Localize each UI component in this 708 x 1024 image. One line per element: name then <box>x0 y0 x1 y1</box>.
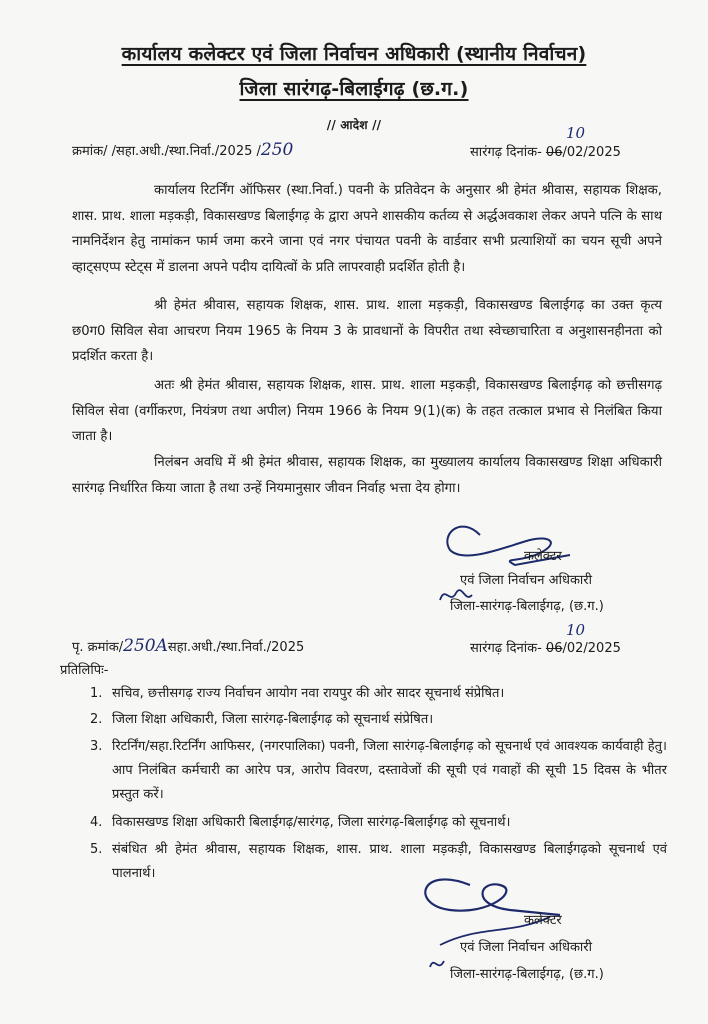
order-date-prefix: सारंगढ़ दिनांक- <box>470 145 542 160</box>
copy-list <box>72 682 672 882</box>
signatory-designation-2: एवं जिला निर्वाचन अधिकारी <box>460 940 592 955</box>
order-number <box>72 140 293 160</box>
endorsement-date-handwritten: 10 <box>566 621 586 639</box>
endorsement-date-prefix: सारंगढ़ दिनांक- <box>470 641 542 656</box>
paragraph-1: कार्यालय रिटर्निंग ऑफिसर (स्था.निर्वा.) पवनी के प्रतिवेदन के अनुसार श्री हेमंत श्रीवास, सहायक शिक्षक, शास. प्राथ. शाला मड़कड़ी, विकासखण्ड बिलाईगढ़ के द्वारा अपने शासकीय कर्तव्य से अर्द्धअवकाश लेकर अपने पत्नि के साथ नामनिर्देशन हेतु नामांकन फार्म जमा करने जाना एवं नगर पंचायत पवनी के वार्डवार सभी प्रत्याशियों का चयन सूची अपने व्हाट्सएप्प स्टेट्स में डालना अपने पदीय दायित्वों के प्रति लापरवाही प्रदर्शित होती है। <box>72 183 662 275</box>
order-number-handwritten: 250 <box>260 140 294 160</box>
list-item-text: रिटर्निंग/सहा.रिटर्निंग आफिसर, (नगरपालिका) पवनी, जिला सारंगढ़-बिलाईगढ़ को सूचनार्थ एवं आवश्यक कार्यवाही हेतु। आप निलंबित कर्मचारी का आरेप पत्र, आरोप विवरण, दस्तावेजों की सूची एवं गवाहों की सूची 15 दिवस के भीतर प्रस्तुत करें। <box>112 739 667 802</box>
endorsement-number-suffix: सहा.अधी./स्था.निर्वा./2025 <box>167 640 305 655</box>
paragraph-2: श्री हेमंत श्रीवास, सहायक शिक्षक, शास. प्राथ. शाला मड़कड़ी, विकासखण्ड बिलाईगढ़ का उक्त कृत्य छ0ग0 सिविल सेवा आचरण नियम 1965 के नियम 3 के प्रावधानों के विपरीत तथा स्वेच्छाचारिता व अनुशासनहीनता को प्रदर्शित करता है। <box>72 298 662 364</box>
copy-heading: प्रतिलिपिः- <box>60 663 109 678</box>
list-item-number: 4. <box>90 815 103 830</box>
signatory-title-1: कलेक्टर <box>524 549 562 564</box>
signatory-district-2: जिला-सारंगढ़-बिलाईगढ़, (छ.ग.) <box>450 967 604 982</box>
office-heading <box>0 40 708 66</box>
endorsement-number <box>72 636 304 656</box>
paragraph-3: अतः श्री हेमंत श्रीवास, सहायक शिक्षक, शास. प्राथ. शाला मड़कड़ी, विकासखण्ड बिलाईगढ़ को छत्तीसगढ़ सिविल सेवा (वर्गीकरण, नियंत्रण तथा अपील) नियम 1966 के नियम 9(1)(क) के तहत तत्काल प्रभाव से निलंबित किया जाता है। <box>72 378 662 444</box>
list-item-number: 1. <box>90 686 103 701</box>
list-item-number: 5. <box>90 842 103 857</box>
signatory-district-1: जिला-सारंगढ़-बिलाईगढ़, (छ.ग.) <box>450 599 604 614</box>
order-title <box>0 114 708 133</box>
endorsement-date-struck: 06 <box>545 641 563 656</box>
endorsement-number-handwritten: 250A <box>123 636 168 656</box>
endorsement-date-suffix: /02/2025 <box>562 641 621 656</box>
list-item-number: 3. <box>90 739 103 754</box>
endorsement-date <box>470 638 621 656</box>
order-date <box>470 142 621 160</box>
list-item-text: जिला शिक्षा अधिकारी, जिला सारंगढ़-बिलाईगढ़ को सूचनार्थ संप्रेषित। <box>112 712 434 727</box>
signatory-designation-1: एवं जिला निर्वाचन अधिकारी <box>460 573 592 588</box>
order-title-text: // आदेश // <box>326 118 382 132</box>
order-body-4 <box>72 450 662 501</box>
order-body <box>72 178 662 280</box>
district-heading-text: जिला सारंगढ़-बिलाईगढ़ (छ.ग.) <box>239 78 469 100</box>
list-item-number: 2. <box>90 712 103 727</box>
order-body-2 <box>72 293 662 370</box>
district-heading <box>0 75 708 101</box>
office-heading-text: कार्यालय कलेक्टर एवं जिला निर्वाचन अधिकारी (स्थानीय निर्वाचन) <box>121 43 587 65</box>
list-item-text: विकासखण्ड शिक्षा अधिकारी बिलाईगढ़/सारंगढ़, जिला सारंगढ़-बिलाईगढ़ को सूचनार्थ। <box>112 815 511 830</box>
list-item-text: संबंधित श्री हेमंत श्रीवास, सहायक शिक्षक, शास. प्राथ. शाला मड़कड़ी, विकासखण्ड बिलाईगढ़को सूचनार्थ एवं पालनार्थ। <box>112 842 667 881</box>
order-number-prefix: क्रमांक/ /सहा.अधी./स्था.निर्वा./2025 / <box>72 144 261 159</box>
order-date-suffix: /02/2025 <box>562 145 621 160</box>
order-body-3 <box>72 373 662 450</box>
list-item-text: सचिव, छत्तीसगढ़ राज्य निर्वाचन आयोग नवा रायपुर की ओर सादर सूचनार्थ संप्रेषित। <box>112 686 505 701</box>
paragraph-4: निलंबन अवधि में श्री हेमंत श्रीवास, सहायक शिक्षक, का मुख्यालय कार्यालय विकासखण्ड शिक्षा अधिकारी सारंगढ़ निर्धारित किया जाता है तथा उन्हें नियमानुसार जीवन निर्वाह भत्ता देय होगा। <box>72 455 662 496</box>
signatory-title-2: कलेक्टर <box>524 913 562 928</box>
order-date-struck: 06 <box>545 145 563 160</box>
endorsement-number-prefix: पृ. क्रमांक/ <box>72 640 124 655</box>
order-date-handwritten: 10 <box>566 124 586 142</box>
